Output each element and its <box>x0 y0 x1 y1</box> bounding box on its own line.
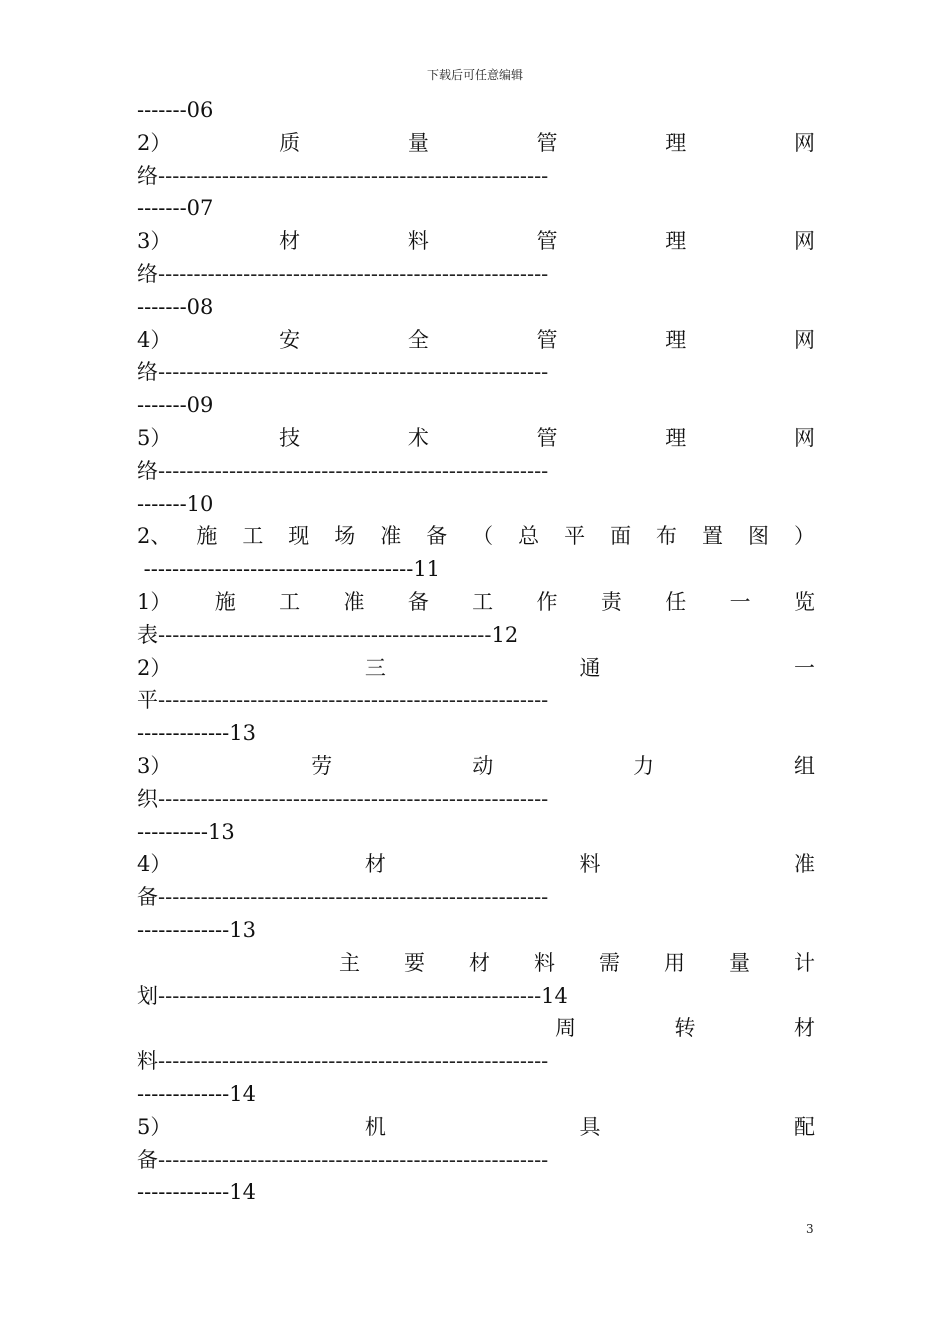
toc-title-char: 责 <box>600 589 622 614</box>
toc-entry-title <box>137 225 815 258</box>
toc-entry-label: 备 <box>137 1147 158 1172</box>
toc-dash-leader: ------- <box>137 98 187 122</box>
toc-title-char: 料 <box>579 852 601 877</box>
toc-entry-leader <box>137 1045 815 1078</box>
toc-title-char: 网 <box>793 130 815 155</box>
toc-entry-label: 络 <box>137 163 158 188</box>
toc-entry-leader <box>137 356 815 389</box>
toc-title-char: 通 <box>579 655 601 680</box>
toc-entry-continuation <box>137 488 815 521</box>
toc-entry-leader <box>137 684 815 717</box>
toc-entry-label: 备 <box>137 885 158 910</box>
toc-title-char: 术 <box>407 425 429 450</box>
toc-title-char: 任 <box>665 589 687 614</box>
toc-title-char: 准 <box>793 852 815 877</box>
toc-title-char: 管 <box>536 229 558 254</box>
toc-entry-title <box>137 1012 815 1045</box>
table-of-contents <box>137 94 815 1209</box>
toc-entry-leader <box>137 160 815 193</box>
toc-entry-continuation <box>137 291 815 324</box>
toc-title-char: 备 <box>426 524 448 549</box>
toc-title-char: 计 <box>794 950 815 975</box>
toc-title-char: 力 <box>633 753 655 778</box>
toc-entry-leader <box>137 980 815 1013</box>
toc-title-char: 材 <box>469 950 490 975</box>
toc-title-char: 施 <box>196 524 218 549</box>
toc-title-char: 准 <box>380 524 402 549</box>
toc-title-char: 技 <box>279 425 301 450</box>
toc-title-char: 安 <box>279 327 301 352</box>
toc-title-char: 管 <box>536 425 558 450</box>
toc-page-number: 10 <box>186 491 214 516</box>
toc-entry-title <box>137 520 815 553</box>
toc-dash-leader: ------- <box>137 294 187 319</box>
toc-entry-continuation <box>137 1078 815 1111</box>
toc-title-char: 网 <box>793 229 815 254</box>
toc-title-char: 施 <box>214 589 236 614</box>
toc-page-number: 14 <box>229 1180 256 1205</box>
toc-page-number: 14 <box>541 983 568 1008</box>
toc-entry-label: 织 <box>137 786 158 811</box>
toc-title-char: 劳 <box>311 753 333 778</box>
page-header: 下载后可任意编辑 <box>426 68 523 82</box>
toc-title-char: 转 <box>674 1016 696 1041</box>
toc-title-char: 网 <box>793 327 815 352</box>
toc-title-char: 1） <box>137 589 172 614</box>
toc-title-char: 5） <box>137 425 172 450</box>
toc-title-char: 理 <box>665 425 687 450</box>
toc-dash-leader: ------- <box>137 196 187 221</box>
toc-title-char: 面 <box>610 524 632 549</box>
toc-title-char: 要 <box>404 950 425 975</box>
toc-entry-label: 络 <box>137 261 158 286</box>
toc-dash-leader: ------- <box>137 393 187 418</box>
toc-title-char: 2） <box>137 130 172 155</box>
toc-entry-continuation <box>137 389 815 422</box>
toc-entry-continuation <box>137 717 815 750</box>
toc-title-char: 料 <box>407 229 429 254</box>
toc-entry-leader <box>137 619 815 652</box>
toc-title-char: 工 <box>472 589 494 614</box>
toc-title-char: 理 <box>665 327 687 352</box>
toc-dash-leader: -------------------------------------- <box>137 557 414 582</box>
toc-dash-leader: ------------------------------------------------------- <box>158 688 549 713</box>
toc-title-char: 周 <box>555 1016 576 1041</box>
toc-entry-label: 平 <box>137 688 158 713</box>
toc-entry-title <box>137 324 815 357</box>
toc-title-char: 网 <box>793 425 815 450</box>
toc-title-char: 3） <box>137 753 172 778</box>
toc-page-number: 13 <box>207 819 235 844</box>
toc-dash-leader: ------------------------------------------------------- <box>158 163 549 188</box>
toc-title-char: 料 <box>534 950 555 975</box>
toc-title-char: 作 <box>536 589 558 614</box>
toc-entry-title <box>137 586 815 619</box>
toc-dash-leader: ------------- <box>137 1180 230 1205</box>
toc-title-char: 配 <box>793 1114 815 1139</box>
toc-dash-leader: ---------- <box>137 819 208 844</box>
toc-entry-title <box>137 1111 815 1144</box>
toc-dash-leader: ------------------------------------------------------ <box>158 983 542 1008</box>
toc-title-char: 质 <box>279 130 301 155</box>
toc-title-char: 理 <box>665 130 687 155</box>
toc-title-char: 置 <box>702 524 723 549</box>
toc-page-number: 13 <box>229 721 256 746</box>
toc-title-char: 机 <box>364 1114 386 1139</box>
toc-title-char: 工 <box>242 524 264 549</box>
toc-page-number: 06 <box>186 98 214 122</box>
toc-title-char: 备 <box>407 589 429 614</box>
toc-dash-leader: ------------------------------------------------------- <box>158 1147 549 1172</box>
toc-entry-label: 划 <box>137 983 158 1008</box>
toc-title-char: ） <box>793 524 815 549</box>
toc-entry-leader <box>137 455 815 488</box>
toc-title-char: 具 <box>579 1114 601 1139</box>
toc-dash-leader: ----------------------------------------------- <box>158 622 492 647</box>
toc-title-char: 准 <box>343 589 365 614</box>
toc-title-char: 全 <box>407 327 429 352</box>
toc-entry-leader <box>137 1144 815 1177</box>
toc-title-char: 管 <box>536 130 558 155</box>
toc-entry-label: 络 <box>137 458 158 483</box>
toc-title-char: 5） <box>137 1114 172 1139</box>
toc-title-char: 材 <box>279 229 301 254</box>
toc-dash-leader: ------------------------------------------------------- <box>158 458 549 483</box>
toc-title-char: 理 <box>665 229 687 254</box>
toc-title-char: 4） <box>137 852 172 877</box>
toc-entry-label: 表 <box>137 622 158 647</box>
toc-title-char: 一 <box>729 589 751 614</box>
toc-entry-title <box>137 848 815 881</box>
toc-title-char: 图 <box>747 524 769 549</box>
toc-entry-continuation <box>137 553 815 586</box>
toc-title-char: 总 <box>518 524 540 549</box>
toc-title-char: 材 <box>364 852 386 877</box>
toc-title-char: 场 <box>334 524 356 549</box>
toc-entry-continuation <box>137 192 815 225</box>
toc-title-char: （ <box>472 524 494 549</box>
toc-title-char: 平 <box>564 524 586 549</box>
page-number: 3 <box>806 1222 814 1236</box>
toc-entry-leader <box>137 783 815 816</box>
toc-title-char: 主 <box>339 950 360 975</box>
toc-entry-leader <box>137 881 815 914</box>
toc-title-char: 2） <box>137 655 172 680</box>
toc-entry-title <box>137 422 815 455</box>
toc-entry-title <box>137 947 815 980</box>
toc-page-number: 09 <box>186 393 214 418</box>
toc-dash-leader: ------- <box>137 491 187 516</box>
toc-title-char: 用 <box>664 950 685 975</box>
toc-dash-leader: ------------------------------------------------------- <box>158 885 549 910</box>
toc-title-char: 3） <box>137 229 172 254</box>
toc-title-char: 览 <box>793 589 815 614</box>
toc-title-char: 4） <box>137 327 172 352</box>
toc-title-char: 工 <box>279 589 301 614</box>
toc-title-char: 需 <box>599 950 620 975</box>
toc-title-char: 2、 <box>137 524 172 549</box>
toc-title-char: 管 <box>536 327 558 352</box>
toc-entry-title <box>137 750 815 783</box>
toc-entry-continuation <box>137 1176 815 1209</box>
toc-dash-leader: ------------- <box>137 721 230 746</box>
toc-entry-label: 料 <box>137 1049 158 1074</box>
toc-title-char: 动 <box>472 753 494 778</box>
toc-entry-continuation <box>137 94 815 127</box>
toc-dash-leader: ------------- <box>137 1081 230 1106</box>
toc-title-char: 量 <box>407 130 429 155</box>
toc-title-char: 一 <box>793 655 815 680</box>
toc-dash-leader: ------------------------------------------------------- <box>158 786 549 811</box>
toc-entry-continuation <box>137 816 815 849</box>
toc-title-char: 组 <box>794 753 815 778</box>
toc-page-number: 12 <box>491 622 519 647</box>
toc-title-char: 现 <box>288 524 310 549</box>
toc-page-number: 13 <box>229 917 256 942</box>
toc-title-char: 量 <box>729 950 750 975</box>
toc-title-char: 材 <box>794 1016 815 1041</box>
toc-entry-continuation <box>137 914 815 947</box>
toc-dash-leader: ------------------------------------------------------- <box>158 360 549 385</box>
toc-entry-leader <box>137 258 815 291</box>
toc-page-number: 08 <box>186 294 214 319</box>
toc-page-number: 11 <box>413 557 441 582</box>
toc-entry-label: 络 <box>137 360 158 385</box>
toc-dash-leader: ------------------------------------------------------- <box>158 261 549 286</box>
toc-dash-leader: ------------------------------------------------------- <box>158 1049 549 1074</box>
toc-dash-leader: ------------- <box>137 917 230 942</box>
toc-page-number: 07 <box>186 196 214 221</box>
toc-page-number: 14 <box>229 1081 256 1106</box>
toc-title-char: 三 <box>364 655 386 680</box>
toc-entry-title <box>137 652 815 685</box>
toc-entry-title <box>137 127 815 160</box>
toc-title-char: 布 <box>656 524 678 549</box>
